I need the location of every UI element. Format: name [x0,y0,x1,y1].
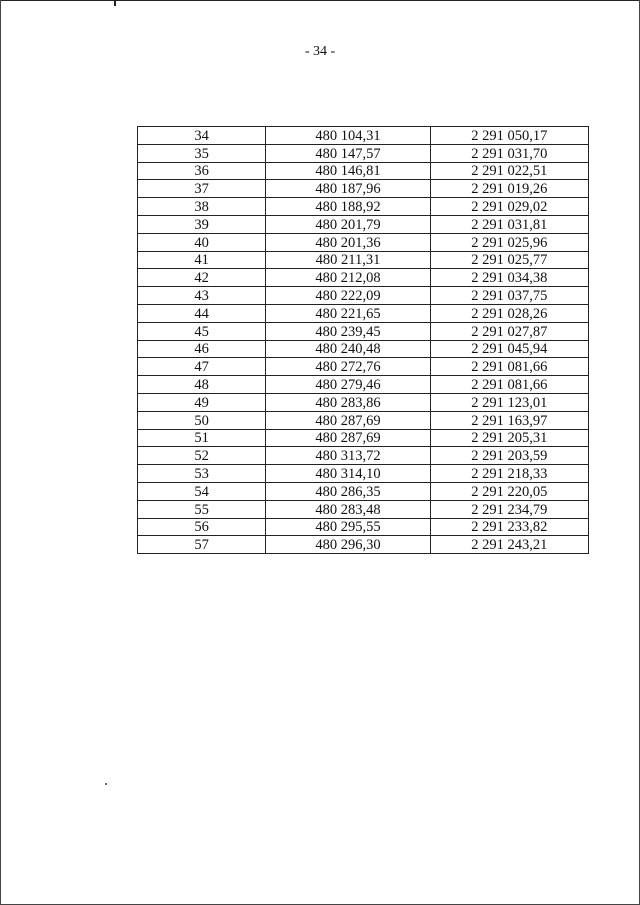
table-row [138,144,589,162]
x-coordinate-cell: 480 201,36 [266,233,430,251]
point-number-cell: 51 [138,429,266,447]
scan-speck [105,783,107,785]
point-number-cell: 52 [138,447,266,465]
x-coordinate-cell: 480 272,76 [266,358,430,376]
y-coordinate-cell: 2 291 031,81 [430,215,588,233]
page-edge-top [0,0,640,1]
table-row [138,215,589,233]
y-coordinate-cell: 2 291 037,75 [430,287,588,305]
y-coordinate-cell: 2 291 205,31 [430,429,588,447]
y-coordinate-cell: 2 291 203,59 [430,447,588,465]
point-number-cell: 36 [138,162,266,180]
table-row [138,180,589,198]
scan-mark [114,0,116,6]
x-coordinate-cell: 480 286,35 [266,482,430,500]
y-coordinate-cell: 2 291 243,21 [430,536,588,554]
page-edge-left [0,0,1,905]
table-row [138,358,589,376]
table-row [138,304,589,322]
point-number-cell: 42 [138,269,266,287]
point-number-cell: 39 [138,215,266,233]
point-number-cell: 54 [138,482,266,500]
x-coordinate-cell: 480 314,10 [266,465,430,483]
coordinates-table [137,126,589,554]
x-coordinate-cell: 480 240,48 [266,340,430,358]
x-coordinate-cell: 480 279,46 [266,376,430,394]
table-row [138,447,589,465]
table-row [138,233,589,251]
x-coordinate-cell: 480 188,92 [266,198,430,216]
table-row [138,429,589,447]
table-row [138,162,589,180]
table-row [138,518,589,536]
y-coordinate-cell: 2 291 050,17 [430,127,588,145]
x-coordinate-cell: 480 187,96 [266,180,430,198]
y-coordinate-cell: 2 291 045,94 [430,340,588,358]
x-coordinate-cell: 480 104,31 [266,127,430,145]
table-row [138,376,589,394]
page-number: - 34 - [304,44,336,59]
point-number-cell: 44 [138,304,266,322]
y-coordinate-cell: 2 291 029,02 [430,198,588,216]
x-coordinate-cell: 480 212,08 [266,269,430,287]
table-row [138,340,589,358]
x-coordinate-cell: 480 283,48 [266,500,430,518]
table-row [138,411,589,429]
table-row [138,287,589,305]
x-coordinate-cell: 480 146,81 [266,162,430,180]
y-coordinate-cell: 2 291 163,97 [430,411,588,429]
table-row [138,482,589,500]
y-coordinate-cell: 2 291 034,38 [430,269,588,287]
point-number-cell: 41 [138,251,266,269]
x-coordinate-cell: 480 287,69 [266,411,430,429]
y-coordinate-cell: 2 291 028,26 [430,304,588,322]
point-number-cell: 35 [138,144,266,162]
x-coordinate-cell: 480 296,30 [266,536,430,554]
x-coordinate-cell: 480 313,72 [266,447,430,465]
point-number-cell: 43 [138,287,266,305]
point-number-cell: 47 [138,358,266,376]
y-coordinate-cell: 2 291 218,33 [430,465,588,483]
point-number-cell: 57 [138,536,266,554]
x-coordinate-cell: 480 287,69 [266,429,430,447]
table-row [138,536,589,554]
y-coordinate-cell: 2 291 027,87 [430,322,588,340]
table-row [138,500,589,518]
table-row [138,127,589,145]
y-coordinate-cell: 2 291 022,51 [430,162,588,180]
point-number-cell: 49 [138,393,266,411]
point-number-cell: 56 [138,518,266,536]
x-coordinate-cell: 480 283,86 [266,393,430,411]
point-number-cell: 50 [138,411,266,429]
x-coordinate-cell: 480 147,57 [266,144,430,162]
point-number-cell: 45 [138,322,266,340]
y-coordinate-cell: 2 291 031,70 [430,144,588,162]
x-coordinate-cell: 480 201,79 [266,215,430,233]
point-number-cell: 53 [138,465,266,483]
y-coordinate-cell: 2 291 123,01 [430,393,588,411]
point-number-cell: 46 [138,340,266,358]
point-number-cell: 55 [138,500,266,518]
x-coordinate-cell: 480 295,55 [266,518,430,536]
y-coordinate-cell: 2 291 233,82 [430,518,588,536]
point-number-cell: 40 [138,233,266,251]
y-coordinate-cell: 2 291 025,96 [430,233,588,251]
x-coordinate-cell: 480 211,31 [266,251,430,269]
point-number-cell: 48 [138,376,266,394]
y-coordinate-cell: 2 291 220,05 [430,482,588,500]
point-number-cell: 34 [138,127,266,145]
x-coordinate-cell: 480 239,45 [266,322,430,340]
point-number-cell: 37 [138,180,266,198]
table-row [138,198,589,216]
table-row [138,251,589,269]
table-row [138,322,589,340]
x-coordinate-cell: 480 221,65 [266,304,430,322]
table-row [138,465,589,483]
table-row [138,393,589,411]
y-coordinate-cell: 2 291 019,26 [430,180,588,198]
coordinates-table-body [138,127,589,554]
table-row [138,269,589,287]
x-coordinate-cell: 480 222,09 [266,287,430,305]
y-coordinate-cell: 2 291 234,79 [430,500,588,518]
y-coordinate-cell: 2 291 081,66 [430,376,588,394]
y-coordinate-cell: 2 291 081,66 [430,358,588,376]
y-coordinate-cell: 2 291 025,77 [430,251,588,269]
point-number-cell: 38 [138,198,266,216]
